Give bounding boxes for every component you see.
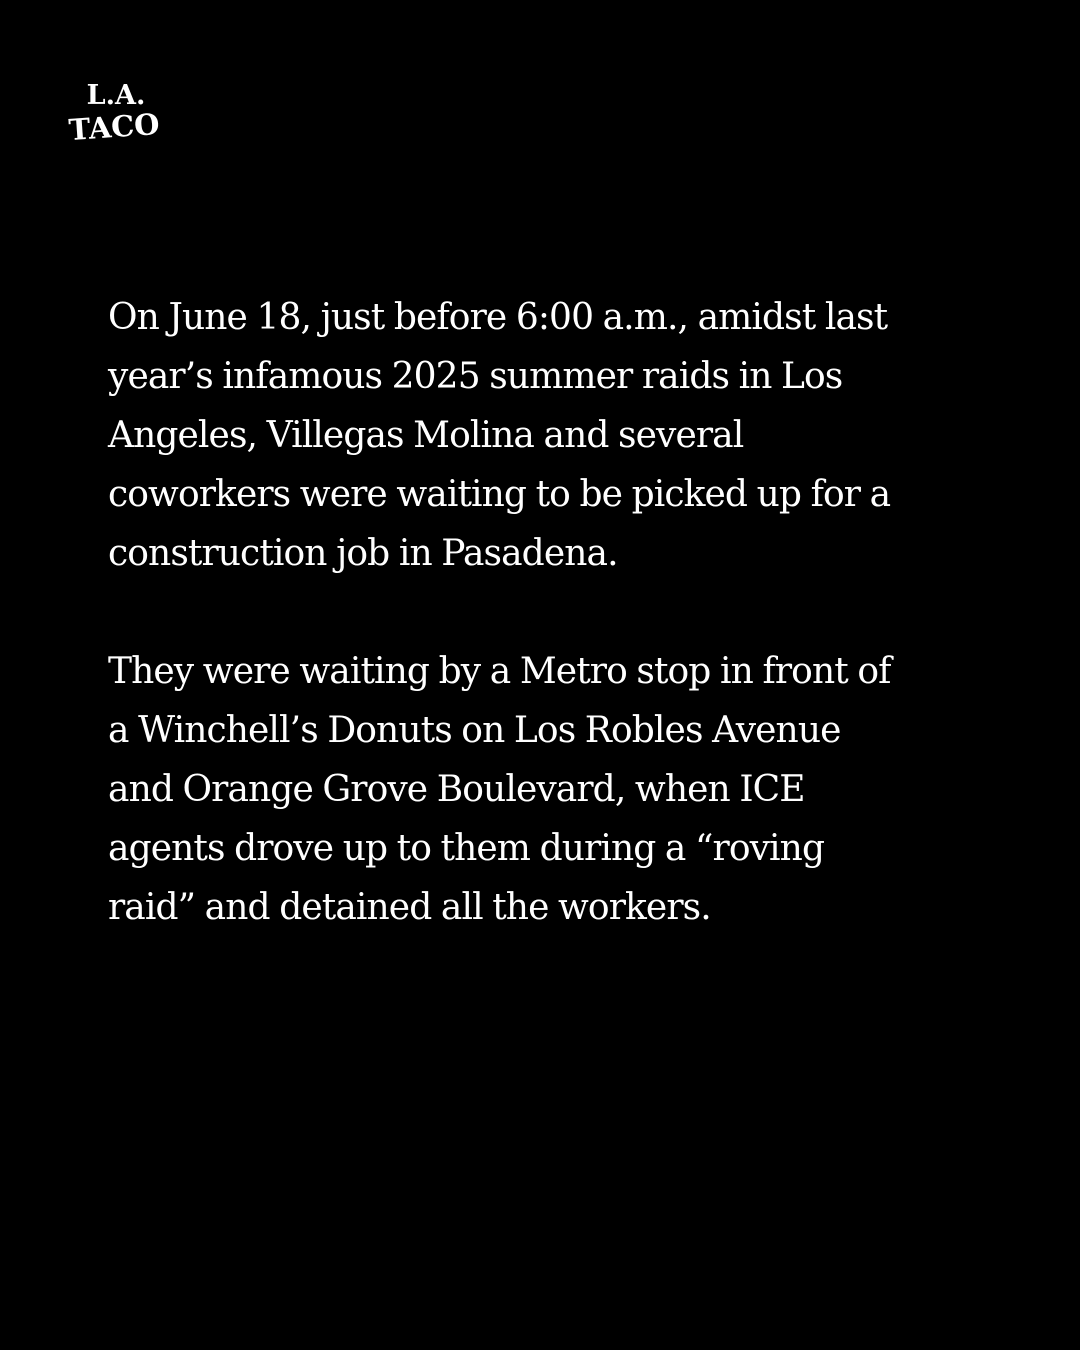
paragraph-line: year’s infamous 2025 summer raids in Los <box>108 356 843 397</box>
paragraph-line: raid” and detained all the workers. <box>108 887 711 928</box>
paragraph-line: They were waiting by a Metro stop in front of <box>108 651 891 692</box>
paragraph-2 <box>108 642 1008 937</box>
logo-line-1: L.A. <box>86 80 146 111</box>
paragraph-1 <box>108 288 1008 583</box>
logo-line-2: TACO <box>67 106 161 148</box>
paragraph-line: and Orange Grove Boulevard, when ICE <box>108 769 805 810</box>
la-taco-logo <box>66 78 170 148</box>
paragraph-line: Angeles, Villegas Molina and several <box>108 415 744 456</box>
paragraph-line: agents drove up to them during a “roving <box>108 828 825 869</box>
paragraph-line: construction job in Pasadena. <box>108 533 618 574</box>
la-taco-logo-mark <box>66 78 170 148</box>
paragraph-line: a Winchell’s Donuts on Los Robles Avenue <box>108 710 841 751</box>
paragraph-line: coworkers were waiting to be picked up for a <box>108 474 891 515</box>
paragraph-line: On June 18, just before 6:00 a.m., amidst last <box>108 297 888 338</box>
article-excerpt <box>108 288 1008 937</box>
